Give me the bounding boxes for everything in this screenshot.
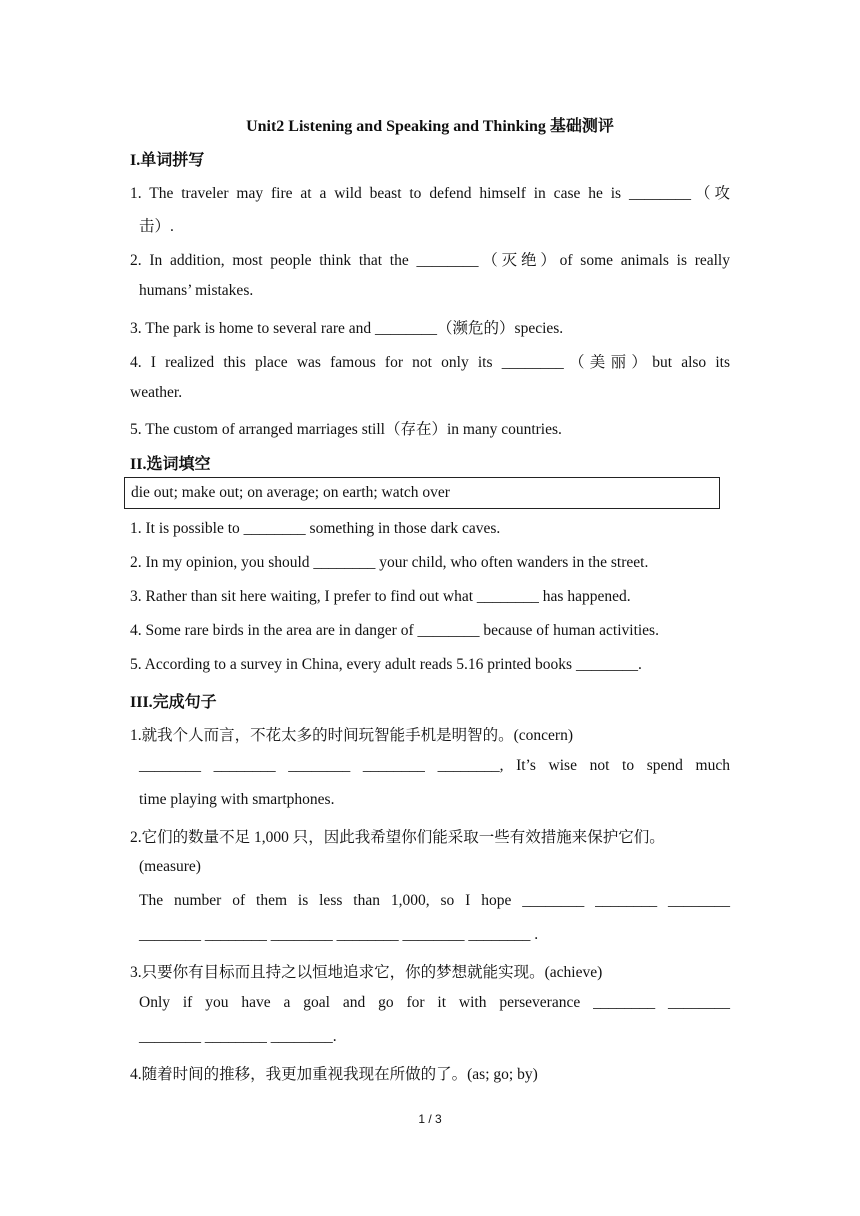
section-heading-sentences: III.完成句子 [130,694,217,711]
question-line: 5. The custom of arranged marriages still（存在）in many countries. [130,421,562,438]
question-line: 5. According to a survey in China, every adult reads 5.16 printed books ________. [130,656,642,673]
question-line: 2. In addition, most people think that the ________（灭绝）of some animals is really [130,252,730,269]
question-line: 2.它们的数量不足 1,000 只，因此我希望你们能采取一些有效措施来保护它们。 [130,829,665,846]
answer-line: Only if you have a goal and go for it with perseverance ________ ________ [139,994,730,1011]
question-line: 1. It is possible to ________ something in those dark caves. [130,520,501,537]
word-bank-box: die out; make out; on average; on earth; watch over [124,477,720,509]
page-number: 1 / 3 [418,1112,442,1126]
question-line: 击）. [139,218,174,235]
question-line: (measure) [139,858,201,875]
question-line: 4.随着时间的推移，我更加重视我现在所做的了。(as; go; by) [130,1066,538,1083]
answer-line: ________ ________ ________. [139,1028,337,1045]
question-line: 4. Some rare birds in the area are in danger of ________ because of human activities. [130,622,659,639]
question-line: 3. Rather than sit here waiting, I prefer to find out what ________ has happened. [130,588,631,605]
question-line: 3.只要你有目标而且持之以恒地追求它，你的梦想就能实现。(achieve) [130,964,603,981]
question-line: 4. I realized this place was famous for not only its ________（美丽）but also its [130,354,730,371]
section-heading-spelling: I.单词拼写 [130,152,205,169]
question-line: 1. The traveler may fire at a wild beast to defend himself in case he is ________（攻 [130,185,730,202]
section-heading-word-fill: II.选词填空 [130,456,211,473]
page-title: Unit2 Listening and Speaking and Thinking 基础测评 [246,118,614,135]
question-line: 2. In my opinion, you should ________ your child, who often wanders in the street. [130,554,649,571]
question-line: humans’ mistakes. [139,282,254,299]
answer-line: The number of them is less than 1,000, so I hope ________ ________ ________ [139,892,730,909]
answer-line: ________ ________ ________ ________ ________ ________ . [139,926,539,943]
question-line: weather. [130,384,183,401]
question-line: 1.就我个人而言，不花太多的时间玩智能手机是明智的。(concern) [130,727,574,744]
answer-line: ________ ________ ________ ________ ________, It’s wise not to spend much [139,757,730,774]
answer-line: time playing with smartphones. [139,791,335,808]
question-line: 3. The park is home to several rare and ________（濒危的）species. [130,320,564,337]
